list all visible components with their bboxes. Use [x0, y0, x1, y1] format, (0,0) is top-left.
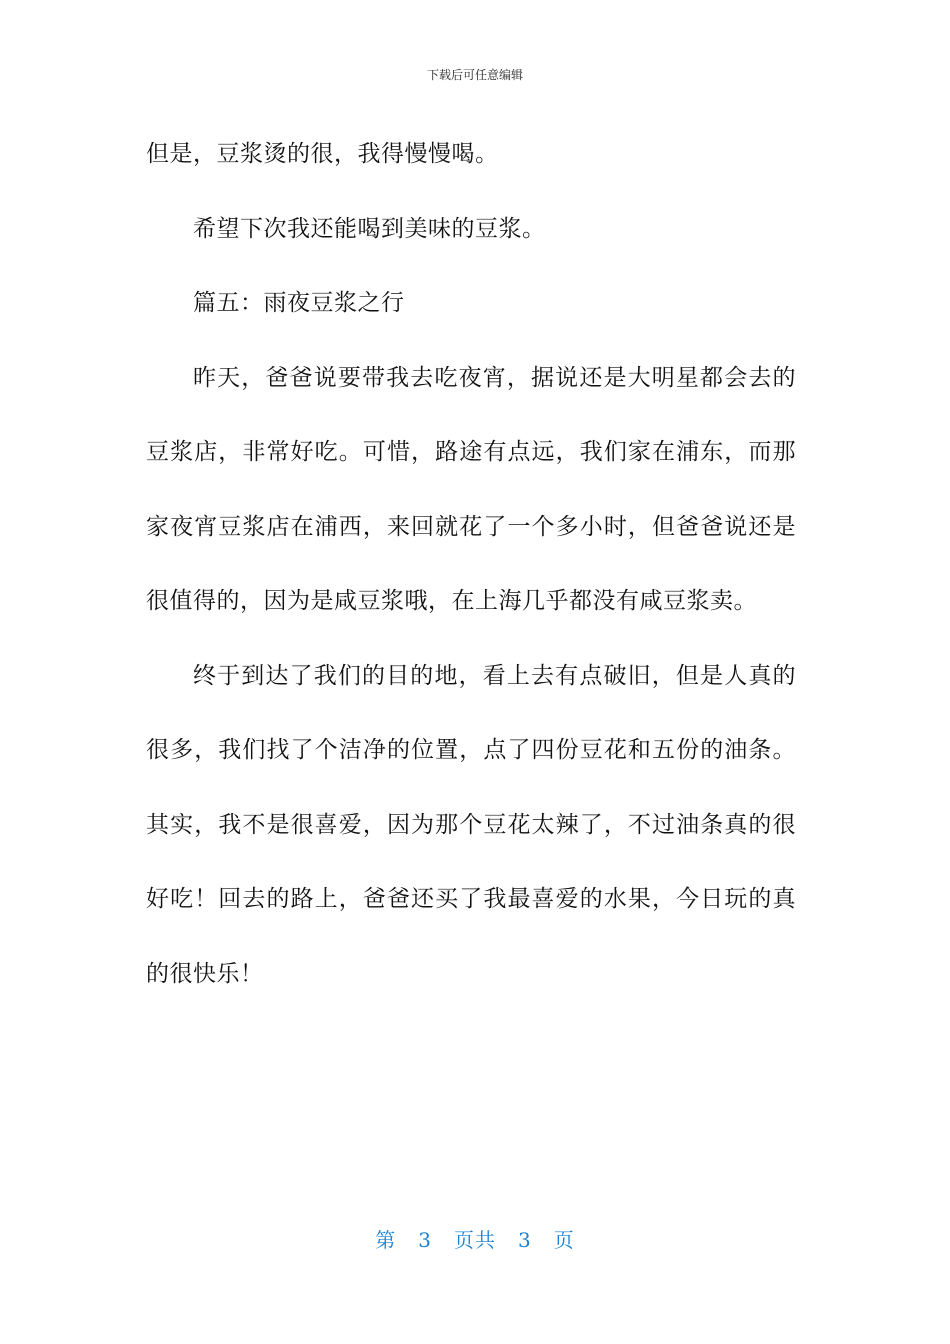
footer-prefix: 第 — [375, 1228, 397, 1252]
document-body — [146, 117, 796, 1011]
total-pages-number: 3 — [518, 1228, 532, 1252]
current-page-number: 3 — [418, 1228, 432, 1252]
footer-suffix: 页 — [553, 1228, 575, 1252]
page-header: 下载后可任意编辑 — [426, 68, 523, 82]
paragraph-4: 终于到达了我们的目的地，看上去有点破旧，但是人真的很多，我们找了个洁净的位置，点了四份豆花和五份的油条。其实，我不是很喜爱，因为那个豆花太辣了，不过油条真的很好吃！回去的路上，爸爸还买了我最喜爱的水果，今日玩的真的很快乐！ — [146, 662, 796, 987]
page-footer — [0, 1224, 950, 1253]
paragraph-2: 希望下次我还能喝到美味的豆浆。 — [193, 215, 546, 242]
section-heading: 篇五：雨夜豆浆之行 — [193, 290, 405, 316]
footer-middle: 页共 — [454, 1228, 496, 1252]
paragraph-3: 昨天，爸爸说要带我去吃夜宵，据说还是大明星都会去的豆浆店，非常好吃。可惜，路途有点远，我们家在浦东，而那家夜宵豆浆店在浦西，来回就花了一个多小时，但爸爸说还是很值得的，因为是咸豆浆哦，在上海几乎都没有咸豆浆卖。 — [146, 364, 796, 614]
paragraph-1: 但是，豆浆烫的很，我得慢慢喝。 — [146, 141, 499, 167]
